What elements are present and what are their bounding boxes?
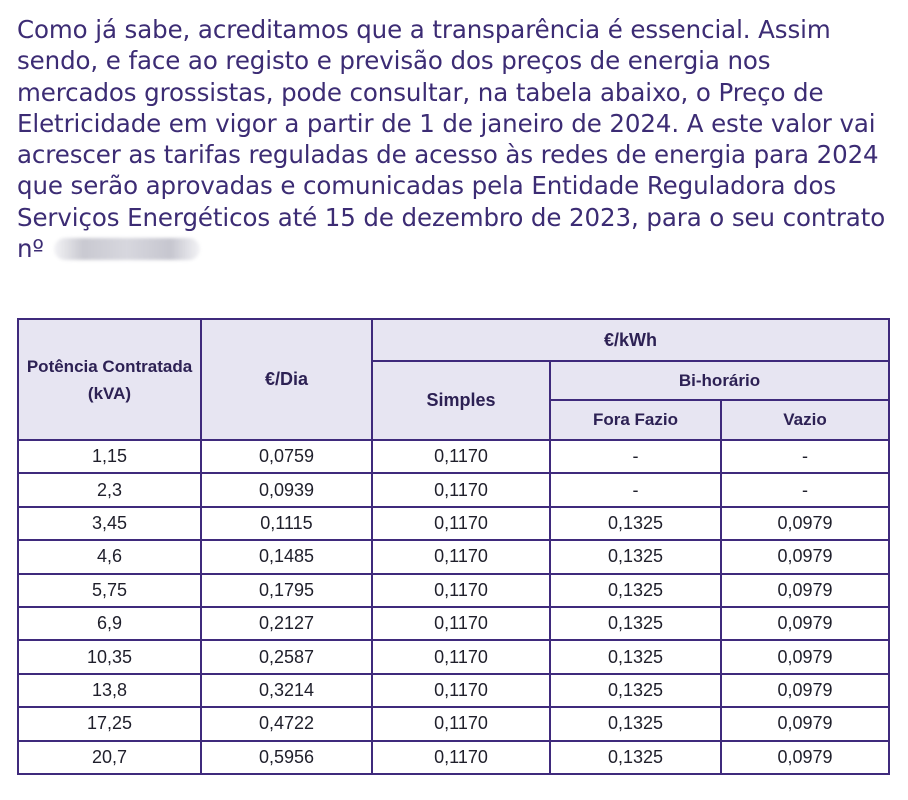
header-fora-vazio: Fora Fazio	[550, 400, 721, 440]
cell-potencia: 2,3	[18, 473, 201, 506]
header-euro-kwh: €/kWh	[372, 319, 889, 361]
cell-simples: 0,1170	[372, 473, 550, 506]
cell-vazio: 0,0979	[721, 507, 889, 540]
cell-potencia: 6,9	[18, 607, 201, 640]
cell-simples: 0,1170	[372, 440, 550, 473]
cell-fora-vazio: 0,1325	[550, 507, 721, 540]
intro-text: Como já sabe, acreditamos que a transparência é essencial. Assim sendo, e face ao registo e previsão dos preços de energia nos mercados grossistas, pode consultar, na tabela abaixo, o Preço de Eletricidade em vigor a partir de 1 de janeiro de 2024. A este valor vai acrescer as tarifas reguladas de acesso às redes de energia para 2024 que serão aprovadas e comunicadas pela Entidade Reguladora dos Serviços Energéticos até 15 de dezembro de 2023, para o seu contrato nº	[17, 15, 886, 264]
cell-vazio: -	[721, 440, 889, 473]
cell-simples: 0,1170	[372, 674, 550, 707]
tariff-table-header	[18, 319, 889, 440]
header-vazio: Vazio	[721, 400, 889, 440]
cell-preco-dia: 0,1485	[201, 540, 372, 573]
cell-simples: 0,1170	[372, 507, 550, 540]
cell-simples: 0,1170	[372, 607, 550, 640]
cell-vazio: 0,0979	[721, 707, 889, 740]
cell-preco-dia: 0,2127	[201, 607, 372, 640]
table-row	[18, 574, 889, 607]
tariff-table-body	[18, 440, 889, 774]
cell-fora-vazio: 0,1325	[550, 741, 721, 774]
cell-simples: 0,1170	[372, 741, 550, 774]
cell-preco-dia: 0,0939	[201, 473, 372, 506]
cell-preco-dia: 0,1795	[201, 574, 372, 607]
cell-simples: 0,1170	[372, 707, 550, 740]
cell-potencia: 20,7	[18, 741, 201, 774]
cell-preco-dia: 0,2587	[201, 640, 372, 673]
cell-potencia: 10,35	[18, 640, 201, 673]
cell-simples: 0,1170	[372, 574, 550, 607]
cell-potencia: 4,6	[18, 540, 201, 573]
table-row	[18, 507, 889, 540]
cell-vazio: 0,0979	[721, 674, 889, 707]
cell-preco-dia: 0,3214	[201, 674, 372, 707]
cell-potencia: 5,75	[18, 574, 201, 607]
header-potencia-line1: Potência Contratada	[26, 356, 193, 376]
cell-vazio: -	[721, 473, 889, 506]
tariff-table	[17, 318, 890, 775]
cell-preco-dia: 0,4722	[201, 707, 372, 740]
table-row	[18, 707, 889, 740]
cell-preco-dia: 0,1115	[201, 507, 372, 540]
cell-fora-vazio: -	[550, 440, 721, 473]
cell-fora-vazio: 0,1325	[550, 674, 721, 707]
table-row	[18, 440, 889, 473]
cell-fora-vazio: 0,1325	[550, 607, 721, 640]
cell-simples: 0,1170	[372, 540, 550, 573]
table-row	[18, 674, 889, 707]
cell-fora-vazio: -	[550, 473, 721, 506]
cell-vazio: 0,0979	[721, 741, 889, 774]
header-euro-dia: €/Dia	[201, 319, 372, 440]
cell-potencia: 1,15	[18, 440, 201, 473]
table-row	[18, 540, 889, 573]
header-potencia-contratada	[18, 319, 201, 440]
cell-vazio: 0,0979	[721, 574, 889, 607]
header-bi-horario: Bi-horário	[550, 361, 889, 400]
intro-paragraph	[17, 14, 897, 264]
cell-potencia: 3,45	[18, 507, 201, 540]
cell-fora-vazio: 0,1325	[550, 540, 721, 573]
cell-vazio: 0,0979	[721, 607, 889, 640]
table-row	[18, 640, 889, 673]
cell-vazio: 0,0979	[721, 640, 889, 673]
redacted-contract-number	[54, 238, 200, 260]
cell-fora-vazio: 0,1325	[550, 574, 721, 607]
table-row	[18, 607, 889, 640]
cell-potencia: 17,25	[18, 707, 201, 740]
table-row	[18, 473, 889, 506]
header-potencia-line2: (kVA)	[87, 383, 132, 403]
cell-potencia: 13,8	[18, 674, 201, 707]
header-simples: Simples	[372, 361, 550, 440]
cell-fora-vazio: 0,1325	[550, 707, 721, 740]
cell-preco-dia: 0,5956	[201, 741, 372, 774]
cell-fora-vazio: 0,1325	[550, 640, 721, 673]
cell-simples: 0,1170	[372, 640, 550, 673]
table-row	[18, 741, 889, 774]
cell-preco-dia: 0,0759	[201, 440, 372, 473]
cell-vazio: 0,0979	[721, 540, 889, 573]
